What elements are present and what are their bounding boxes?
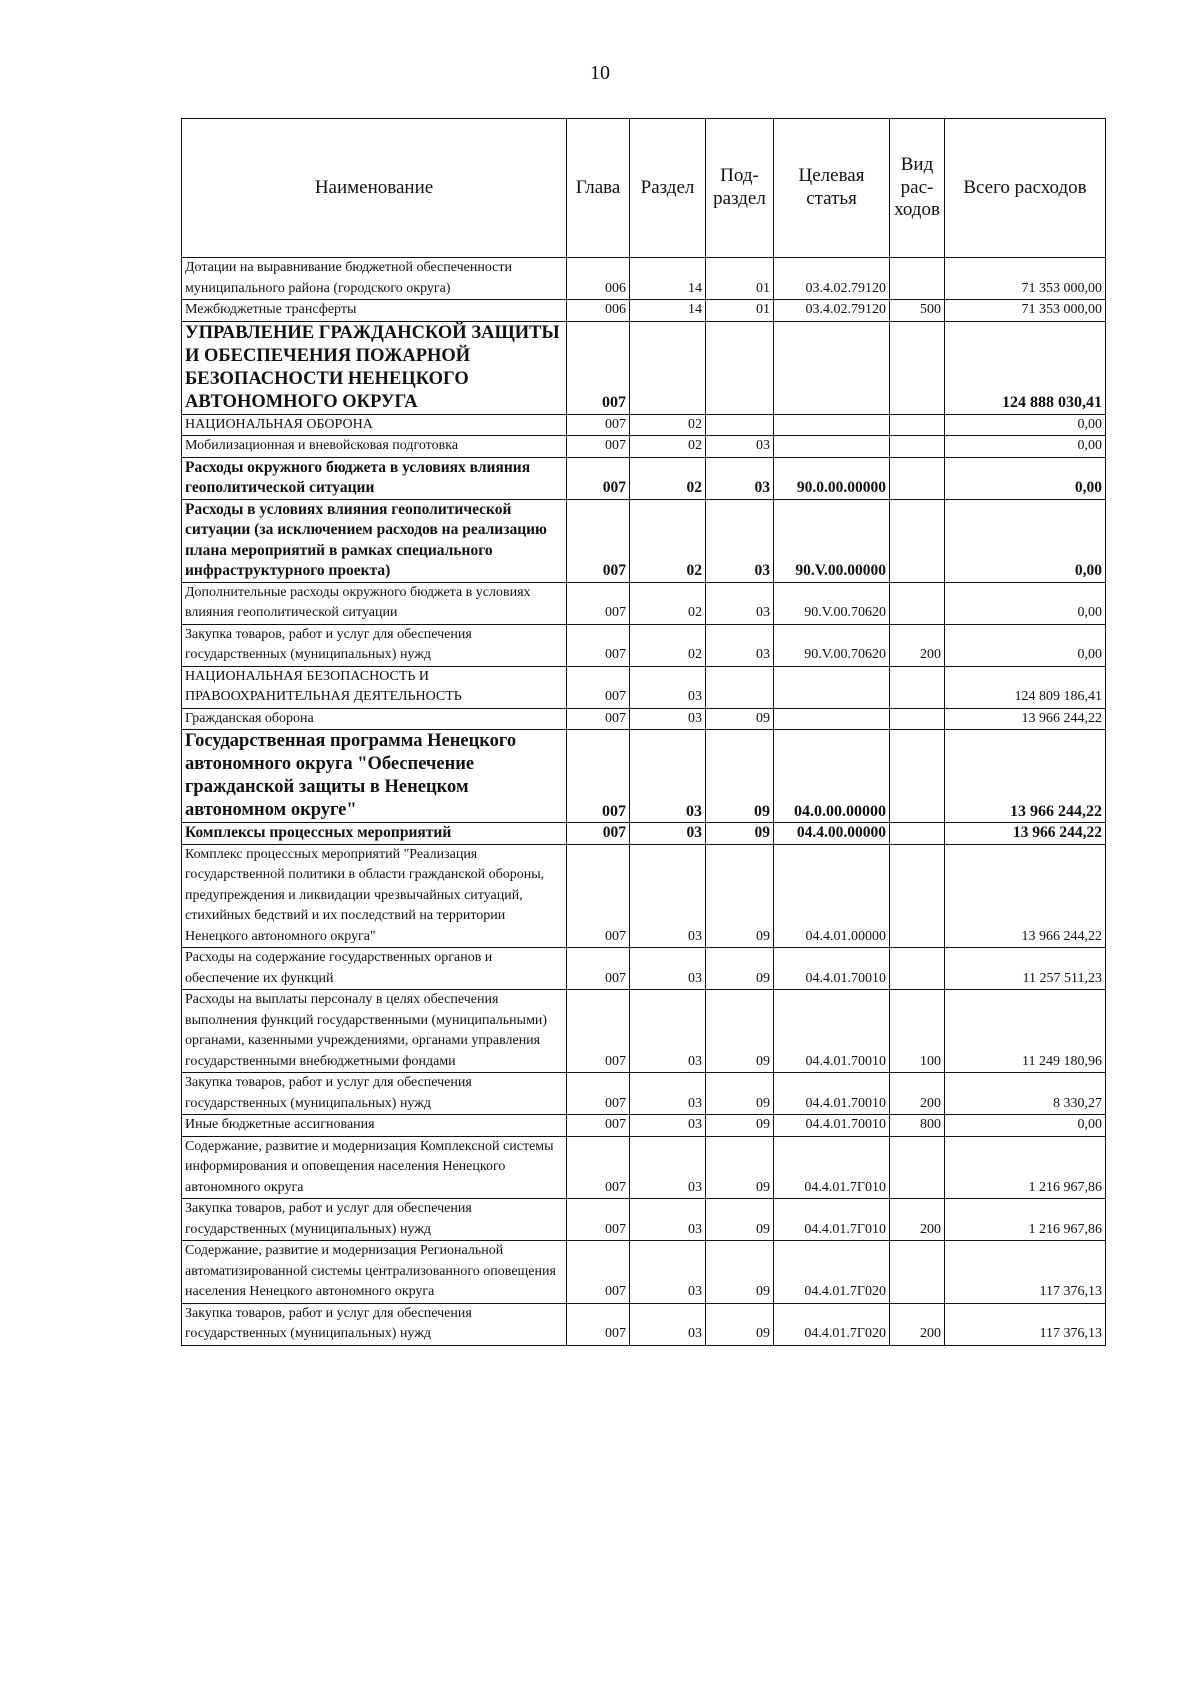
budget-table [181, 118, 1106, 1346]
row-razdel: 02 [630, 499, 706, 582]
row-podrazdel: 03 [706, 499, 774, 582]
row-celevaya: 04.4.01.7Г010 [774, 1199, 890, 1241]
row-razdel: 02 [630, 582, 706, 624]
row-vid: 200 [890, 1303, 945, 1345]
row-razdel [630, 321, 706, 414]
row-razdel: 03 [630, 948, 706, 990]
table-row [182, 436, 1106, 458]
row-name: Расходы в условиях влияния геополитической ситуации (за исключением расходов на реализацию плана мероприятий в рамках специального инфраструктурного проекта) [182, 499, 567, 582]
row-total: 1 216 967,86 [945, 1199, 1106, 1241]
row-glava: 006 [567, 300, 630, 322]
table-row [182, 321, 1106, 414]
table-row [182, 666, 1106, 708]
row-razdel: 03 [630, 730, 706, 823]
table-row [182, 624, 1106, 666]
header-glava: Глава [567, 119, 630, 258]
row-glava: 007 [567, 990, 630, 1073]
row-name: УПРАВЛЕНИЕ ГРАЖДАНСКОЙ ЗАЩИТЫ И ОБЕСПЕЧЕНИЯ ПОЖАРНОЙ БЕЗОПАСНОСТИ НЕНЕЦКОГО АВТОНОМНОГО ОКРУГА [182, 321, 567, 414]
row-vid: 200 [890, 1199, 945, 1241]
row-total: 13 966 244,22 [945, 823, 1106, 845]
row-razdel: 03 [630, 666, 706, 708]
header-vid: Вид рас-ходов [890, 119, 945, 258]
row-vid [890, 844, 945, 948]
row-celevaya [774, 436, 890, 458]
row-celevaya: 04.4.01.7Г020 [774, 1241, 890, 1304]
table-row [182, 730, 1106, 823]
table-header-row [182, 119, 1106, 258]
row-vid: 800 [890, 1115, 945, 1137]
row-podrazdel: 01 [706, 300, 774, 322]
row-name: Дополнительные расходы окружного бюджета в условиях влияния геополитической ситуации [182, 582, 567, 624]
row-total: 124 809 186,41 [945, 666, 1106, 708]
table-row [182, 582, 1106, 624]
table-row [182, 1073, 1106, 1115]
row-podrazdel: 09 [706, 1073, 774, 1115]
row-razdel: 14 [630, 300, 706, 322]
row-glava: 007 [567, 624, 630, 666]
row-celevaya: 04.0.00.00000 [774, 730, 890, 823]
row-glava: 007 [567, 844, 630, 948]
row-total: 0,00 [945, 624, 1106, 666]
row-vid [890, 1136, 945, 1199]
row-total: 13 966 244,22 [945, 708, 1106, 730]
row-celevaya: 04.4.01.70010 [774, 1115, 890, 1137]
table-row [182, 499, 1106, 582]
row-podrazdel: 09 [706, 1303, 774, 1345]
row-glava: 007 [567, 457, 630, 499]
row-razdel: 03 [630, 1115, 706, 1137]
row-name: Иные бюджетные ассигнования [182, 1115, 567, 1137]
row-celevaya: 04.4.00.00000 [774, 823, 890, 845]
table-row [182, 414, 1106, 436]
row-name: Комплекс процессных мероприятий "Реализация государственной политики в области гражданской обороны, предупреждения и ликвидации чрезвычайных ситуаций, стихийных бедствий и их последствий на территории Ненецкого автономного округа" [182, 844, 567, 948]
row-total: 124 888 030,41 [945, 321, 1106, 414]
row-razdel: 02 [630, 414, 706, 436]
header-razdel: Раздел [630, 119, 706, 258]
row-glava: 007 [567, 436, 630, 458]
row-glava: 007 [567, 582, 630, 624]
row-podrazdel: 01 [706, 258, 774, 300]
row-vid [890, 823, 945, 845]
table-row [182, 1136, 1106, 1199]
row-celevaya: 04.4.01.70010 [774, 948, 890, 990]
header-podrazdel: Под-раздел [706, 119, 774, 258]
table-row [182, 1115, 1106, 1137]
row-celevaya: 90.V.00.00000 [774, 499, 890, 582]
row-vid: 200 [890, 1073, 945, 1115]
row-total: 11 249 180,96 [945, 990, 1106, 1073]
row-name: Расходы на выплаты персоналу в целях обеспечения выполнения функций государственными (муниципальными) органами, казенными учреждениями, органами управления государственными внебюджетными фондами [182, 990, 567, 1073]
row-total: 71 353 000,00 [945, 300, 1106, 322]
row-razdel: 03 [630, 823, 706, 845]
row-celevaya: 90.0.00.00000 [774, 457, 890, 499]
row-razdel: 03 [630, 1303, 706, 1345]
row-podrazdel [706, 666, 774, 708]
row-podrazdel: 09 [706, 1199, 774, 1241]
table-row [182, 948, 1106, 990]
row-glava: 007 [567, 1115, 630, 1137]
row-glava: 007 [567, 823, 630, 845]
row-razdel: 03 [630, 1136, 706, 1199]
row-vid [890, 1241, 945, 1304]
row-vid [890, 730, 945, 823]
table-row [182, 1241, 1106, 1304]
row-name: Государственная программа Ненецкого автономного округа "Обеспечение гражданской защиты в Ненецком автономном округе" [182, 730, 567, 823]
row-glava: 007 [567, 730, 630, 823]
row-glava: 007 [567, 1199, 630, 1241]
table-row [182, 258, 1106, 300]
row-razdel: 02 [630, 457, 706, 499]
row-total: 117 376,13 [945, 1303, 1106, 1345]
table-row [182, 708, 1106, 730]
row-razdel: 03 [630, 1199, 706, 1241]
table-row [182, 1303, 1106, 1345]
table-row [182, 844, 1106, 948]
row-vid [890, 666, 945, 708]
row-total: 0,00 [945, 499, 1106, 582]
header-vsego: Всего расходов [945, 119, 1106, 258]
row-celevaya: 90.V.00.70620 [774, 582, 890, 624]
header-name: Наименование [182, 119, 567, 258]
row-name: Комплексы процессных мероприятий [182, 823, 567, 845]
row-celevaya: 04.4.01.00000 [774, 844, 890, 948]
row-podrazdel: 09 [706, 990, 774, 1073]
row-razdel: 02 [630, 436, 706, 458]
row-podrazdel: 03 [706, 457, 774, 499]
row-name: Расходы окружного бюджета в условиях влияния геополитической ситуации [182, 457, 567, 499]
row-razdel: 14 [630, 258, 706, 300]
row-vid [890, 258, 945, 300]
row-podrazdel: 03 [706, 582, 774, 624]
table-row [182, 457, 1106, 499]
row-celevaya: 04.4.01.7Г010 [774, 1136, 890, 1199]
row-podrazdel: 03 [706, 624, 774, 666]
row-celevaya: 03.4.02.79120 [774, 300, 890, 322]
row-celevaya: 90.V.00.70620 [774, 624, 890, 666]
row-podrazdel: 09 [706, 1136, 774, 1199]
row-podrazdel: 09 [706, 844, 774, 948]
row-vid [890, 457, 945, 499]
row-total: 0,00 [945, 1115, 1106, 1137]
row-total: 71 353 000,00 [945, 258, 1106, 300]
row-total: 0,00 [945, 414, 1106, 436]
row-podrazdel [706, 414, 774, 436]
row-glava: 007 [567, 321, 630, 414]
row-name: Гражданская оборона [182, 708, 567, 730]
row-vid: 500 [890, 300, 945, 322]
row-total: 0,00 [945, 457, 1106, 499]
row-vid [890, 708, 945, 730]
row-name: Содержание, развитие и модернизация Комплексной системы информирования и оповещения населения Ненецкого автономного округа [182, 1136, 567, 1199]
row-glava: 007 [567, 666, 630, 708]
table-row [182, 990, 1106, 1073]
row-vid: 100 [890, 990, 945, 1073]
row-podrazdel: 03 [706, 436, 774, 458]
row-name: Закупка товаров, работ и услуг для обеспечения государственных (муниципальных) нужд [182, 1303, 567, 1345]
row-total: 0,00 [945, 436, 1106, 458]
row-total: 11 257 511,23 [945, 948, 1106, 990]
header-celevaya: Целевая статья [774, 119, 890, 258]
row-razdel: 03 [630, 1073, 706, 1115]
row-name: НАЦИОНАЛЬНАЯ ОБОРОНА [182, 414, 567, 436]
row-name: Закупка товаров, работ и услуг для обеспечения государственных (муниципальных) нужд [182, 1073, 567, 1115]
row-total: 13 966 244,22 [945, 844, 1106, 948]
row-vid [890, 499, 945, 582]
row-celevaya: 04.4.01.70010 [774, 990, 890, 1073]
table-row [182, 300, 1106, 322]
row-total: 117 376,13 [945, 1241, 1106, 1304]
row-total: 0,00 [945, 582, 1106, 624]
row-glava: 007 [567, 499, 630, 582]
row-vid [890, 436, 945, 458]
row-name: Закупка товаров, работ и услуг для обеспечения государственных (муниципальных) нужд [182, 1199, 567, 1241]
row-celevaya [774, 666, 890, 708]
table-row [182, 1199, 1106, 1241]
row-razdel: 02 [630, 624, 706, 666]
row-name: Мобилизационная и вневойсковая подготовка [182, 436, 567, 458]
row-podrazdel: 09 [706, 1115, 774, 1137]
row-podrazdel: 09 [706, 1241, 774, 1304]
row-total: 8 330,27 [945, 1073, 1106, 1115]
row-celevaya [774, 708, 890, 730]
row-total: 13 966 244,22 [945, 730, 1106, 823]
row-celevaya: 04.4.01.7Г020 [774, 1303, 890, 1345]
row-podrazdel [706, 321, 774, 414]
row-razdel: 03 [630, 708, 706, 730]
row-glava: 007 [567, 1073, 630, 1115]
row-name: Дотации на выравнивание бюджетной обеспеченности муниципального района (городского округа) [182, 258, 567, 300]
row-podrazdel: 09 [706, 730, 774, 823]
row-glava: 007 [567, 1303, 630, 1345]
row-glava: 007 [567, 708, 630, 730]
row-vid [890, 321, 945, 414]
row-glava: 007 [567, 414, 630, 436]
row-celevaya [774, 321, 890, 414]
row-celevaya: 03.4.02.79120 [774, 258, 890, 300]
row-glava: 007 [567, 1241, 630, 1304]
row-celevaya: 04.4.01.70010 [774, 1073, 890, 1115]
table-row [182, 823, 1106, 845]
row-name: НАЦИОНАЛЬНАЯ БЕЗОПАСНОСТЬ И ПРАВООХРАНИТЕЛЬНАЯ ДЕЯТЕЛЬНОСТЬ [182, 666, 567, 708]
row-podrazdel: 09 [706, 708, 774, 730]
row-glava: 007 [567, 1136, 630, 1199]
row-razdel: 03 [630, 1241, 706, 1304]
row-name: Межбюджетные трансферты [182, 300, 567, 322]
row-vid: 200 [890, 624, 945, 666]
row-razdel: 03 [630, 844, 706, 948]
row-podrazdel: 09 [706, 823, 774, 845]
row-razdel: 03 [630, 990, 706, 1073]
row-vid [890, 414, 945, 436]
row-podrazdel: 09 [706, 948, 774, 990]
row-name: Содержание, развитие и модернизация Региональной автоматизированной системы централизованного оповещения населения Ненецкого автономного округа [182, 1241, 567, 1304]
row-name: Расходы на содержание государственных органов и обеспечение их функций [182, 948, 567, 990]
row-name: Закупка товаров, работ и услуг для обеспечения государственных (муниципальных) нужд [182, 624, 567, 666]
row-glava: 007 [567, 948, 630, 990]
row-total: 1 216 967,86 [945, 1136, 1106, 1199]
row-glava: 006 [567, 258, 630, 300]
page-number: 10 [590, 62, 610, 84]
row-vid [890, 948, 945, 990]
row-vid [890, 582, 945, 624]
row-celevaya [774, 414, 890, 436]
